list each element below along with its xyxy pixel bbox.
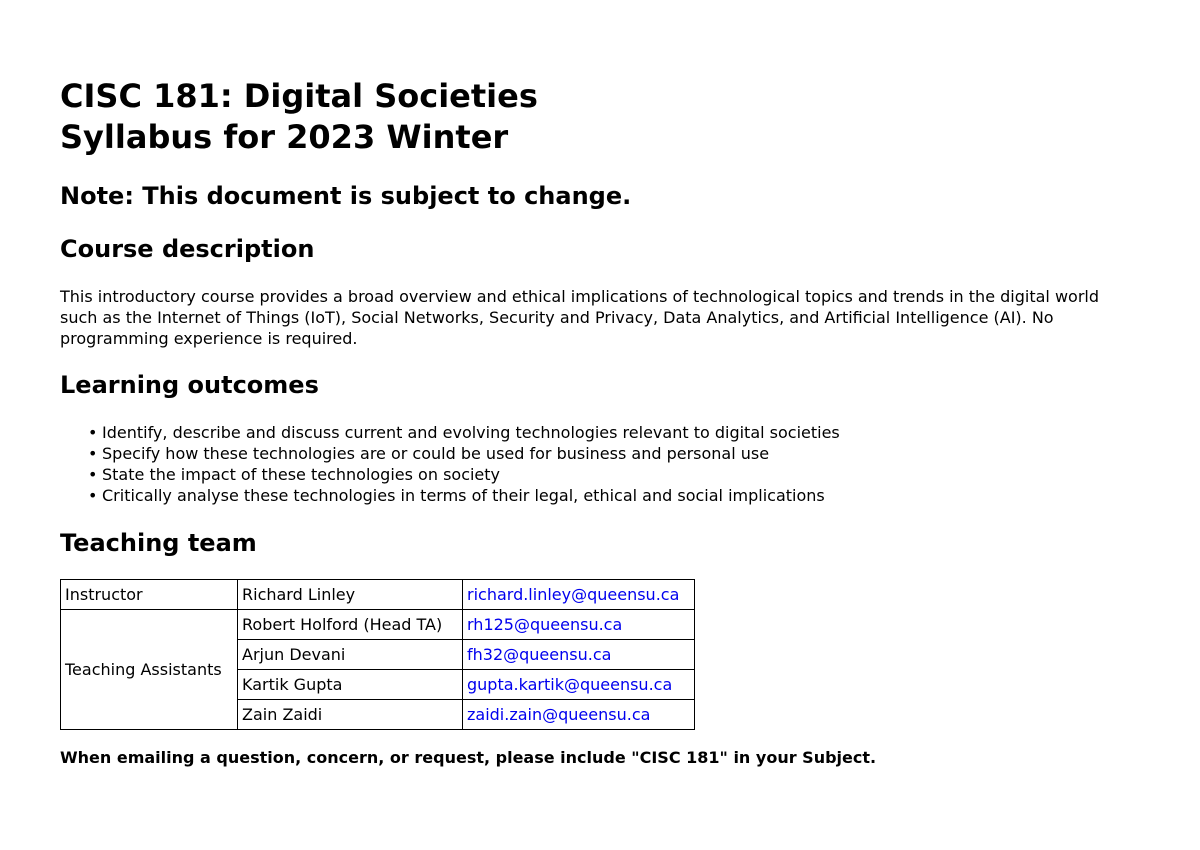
course-description-text: This introductory course provides a broad overview and ethical implications of technological topics and trends in the digital world such as the Internet of Things (IoT), Social Networks, Security and Privacy, Data Analytics, and Artificial Intelligence (AI). No programming experience is required. (60, 287, 1099, 348)
outcome-text: Specify how these technologies are or could be used for business and personal use (102, 444, 770, 463)
teaching-team-heading: Teaching team (60, 529, 257, 557)
outcome-text: Critically analyse these technologies in terms of their legal, ethical and social implications (102, 486, 825, 505)
email-cell (463, 640, 695, 670)
email-cell (463, 580, 695, 610)
outcome-text: Identify, describe and discuss current and evolving technologies relevant to digital societies (102, 423, 840, 442)
table-row (61, 580, 695, 610)
learning-outcomes-list (60, 422, 840, 506)
change-note: Note: This document is subject to change. (60, 182, 632, 210)
bullet-icon: • (88, 444, 98, 463)
email-cell (463, 670, 695, 700)
email-link[interactable]: fh32@queensu.ca (467, 645, 612, 664)
name-cell: Robert Holford (Head TA) (238, 610, 463, 640)
outcome-text: State the impact of these technologies on society (102, 465, 501, 484)
course-description-heading: Course description (60, 235, 315, 263)
list-item (60, 485, 840, 506)
table-row (61, 610, 695, 640)
email-cell (463, 610, 695, 640)
page-title-term: Syllabus for 2023 Winter (60, 118, 509, 156)
role-cell: Instructor (61, 580, 238, 610)
email-link[interactable]: rh125@queensu.ca (467, 615, 623, 634)
email-subject-note: When emailing a question, concern, or request, please include "CISC 181" in your Subject. (60, 748, 877, 767)
email-link[interactable]: zaidi.zain@queensu.ca (467, 705, 651, 724)
name-cell: Kartik Gupta (238, 670, 463, 700)
email-cell (463, 700, 695, 730)
bullet-icon: • (88, 465, 98, 484)
list-item (60, 464, 840, 485)
learning-outcomes-heading: Learning outcomes (60, 371, 319, 399)
email-link[interactable]: gupta.kartik@queensu.ca (467, 675, 673, 694)
page-title-course: CISC 181: Digital Societies (60, 77, 538, 115)
name-cell: Zain Zaidi (238, 700, 463, 730)
list-item (60, 443, 840, 464)
name-cell: Arjun Devani (238, 640, 463, 670)
email-link[interactable]: richard.linley@queensu.ca (467, 585, 680, 604)
list-item (60, 422, 840, 443)
name-cell: Richard Linley (238, 580, 463, 610)
bullet-icon: • (88, 423, 98, 442)
teaching-team-table (60, 579, 695, 730)
role-cell: Teaching Assistants (61, 610, 238, 730)
bullet-icon: • (88, 486, 98, 505)
